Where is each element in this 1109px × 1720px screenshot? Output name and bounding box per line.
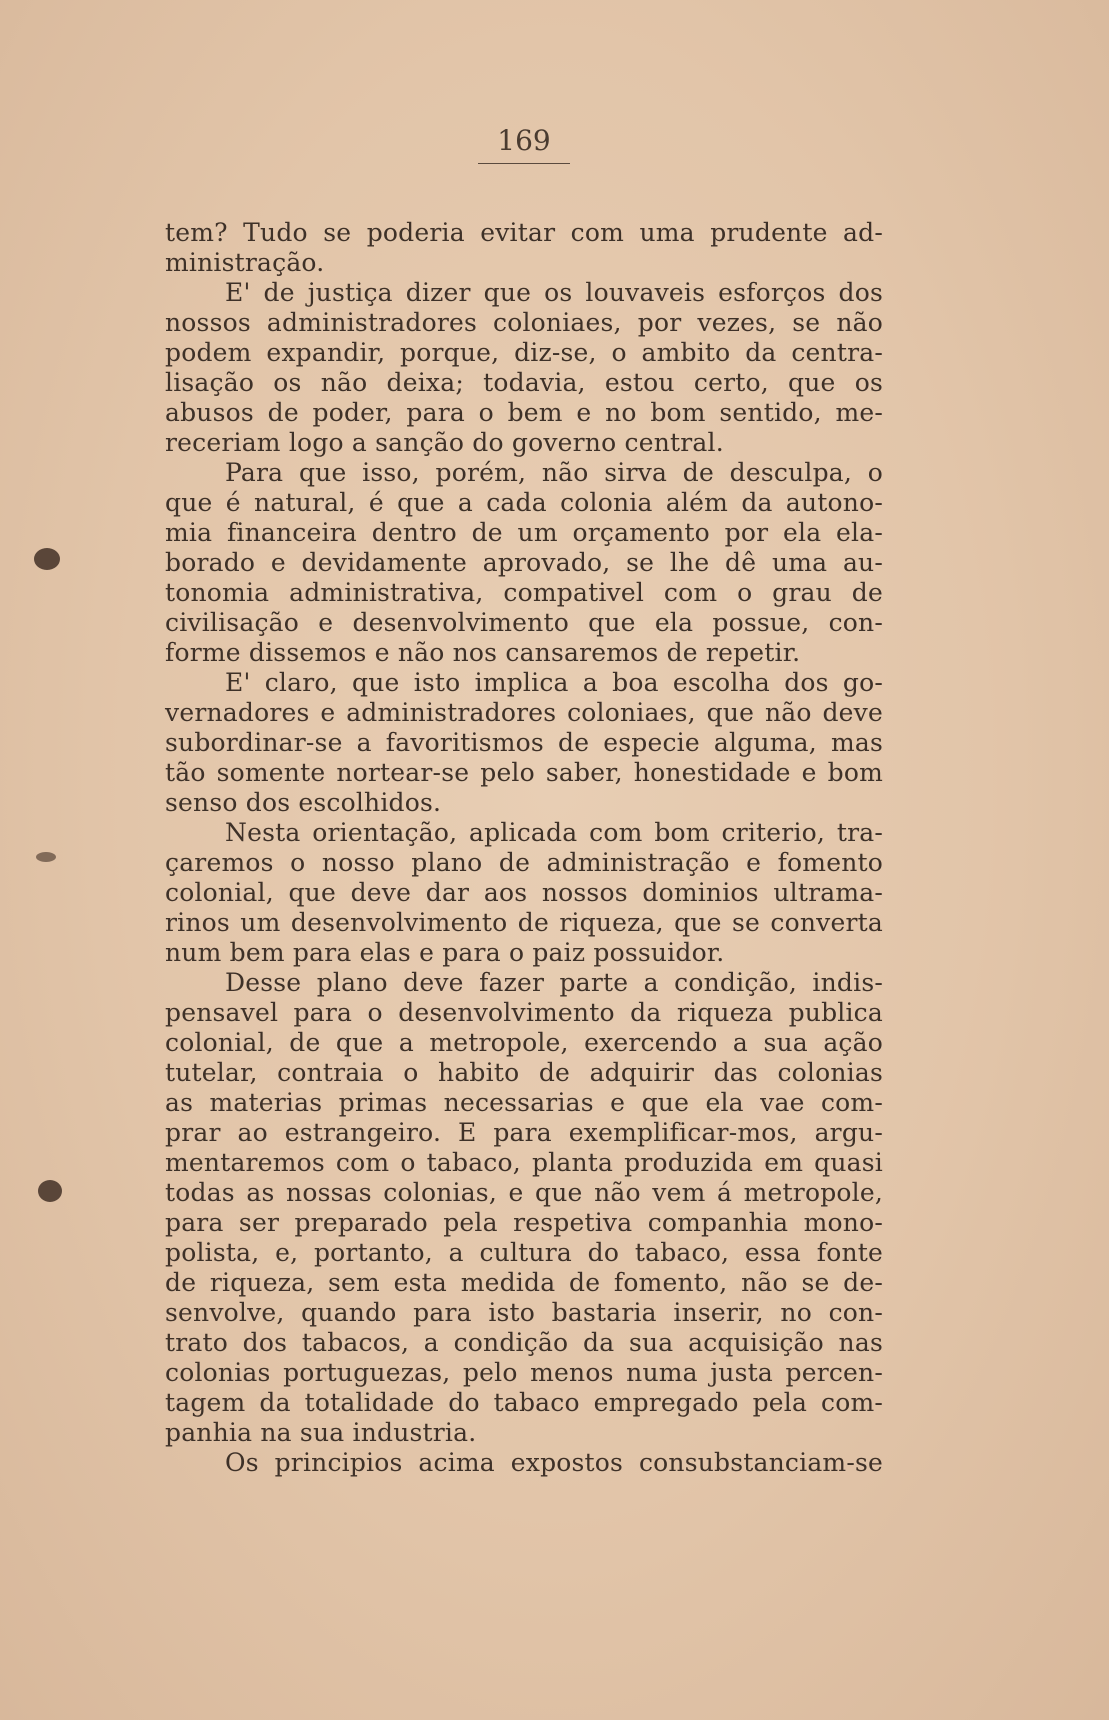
text-line: Os principios acima expostos consubstanciam-se [225, 1448, 883, 1477]
text-line: Para que isso, porém, não sirva de desculpa, o [225, 458, 883, 487]
text-line: E' claro, que isto implica a boa escolha dos go- [225, 668, 883, 697]
text-line: borado e devidamente aprovado, se lhe dê uma au- [165, 548, 883, 577]
text-line: çaremos o nosso plano de administração e fomento [165, 848, 883, 877]
text-line: Nesta orientação, aplicada com bom criterio, tra- [225, 818, 883, 847]
binding-hole-mark-bottom [38, 1180, 62, 1202]
text-line: receriam logo a sanção do governo central. [165, 428, 724, 457]
text-line: tutelar, contraia o habito de adquirir das colonias [165, 1058, 883, 1087]
body-text [165, 218, 883, 1478]
text-line: podem expandir, porque, diz-se, o ambito da centra- [165, 338, 883, 367]
text-line: para ser preparado pela respetiva companhia mono- [165, 1208, 883, 1237]
text-line: E' de justiça dizer que os louvaveis esforços dos [225, 278, 883, 307]
text-line: vernadores e administradores coloniaes, que não deve [165, 698, 883, 727]
text-line: tem? Tudo se poderia evitar com uma prudente ad- [165, 218, 883, 247]
text-line: de riqueza, sem esta medida de fomento, não se de- [165, 1268, 883, 1297]
text-line: pensavel para o desenvolvimento da riqueza publica [165, 998, 883, 1027]
text-line: tão somente nortear-se pelo saber, honestidade e bom [165, 758, 883, 787]
text-line: abusos de poder, para o bem e no bom sentido, me- [165, 398, 883, 427]
text-line: tonomia administrativa, compativel com o grau de [165, 578, 883, 607]
text-line: prar ao estrangeiro. E para exemplificar-mos, argu- [165, 1118, 883, 1147]
text-line: que é natural, é que a cada colonia além da autono- [165, 488, 883, 517]
text-line: num bem para elas e para o paiz possuidor. [165, 938, 725, 967]
text-line: senvolve, quando para isto bastaria inserir, no con- [165, 1298, 883, 1327]
text-line: forme dissemos e não nos cansaremos de repetir. [165, 638, 801, 667]
text-line: trato dos tabacos, a condição da sua acquisição nas [165, 1328, 883, 1357]
text-line: tagem da totalidade do tabaco empregado pela com- [165, 1388, 883, 1417]
text-line: todas as nossas colonias, e que não vem á metropole, [165, 1178, 883, 1207]
text-line: ministração. [165, 248, 325, 277]
text-line: rinos um desenvolvimento de riqueza, que se converta [165, 908, 883, 937]
text-line: colonial, que deve dar aos nossos dominios ultrama- [165, 878, 883, 907]
text-line: colonial, de que a metropole, exercendo a sua ação [165, 1028, 883, 1057]
text-line: civilisação e desenvolvimento que ela possue, con- [165, 608, 883, 637]
page-number: 169 [478, 124, 570, 164]
text-line: mia financeira dentro de um orçamento por ela ela- [165, 518, 883, 547]
text-line: senso dos escolhidos. [165, 788, 442, 817]
binding-hole-mark-middle [36, 852, 56, 862]
binding-hole-mark-top [34, 548, 60, 570]
text-line: colonias portuguezas, pelo menos numa justa percen- [165, 1358, 883, 1387]
text-line: as materias primas necessarias e que ela vae com- [165, 1088, 883, 1117]
text-line: Desse plano deve fazer parte a condição, indis- [225, 968, 883, 997]
text-line: mentaremos com o tabaco, planta produzida em quasi [165, 1148, 883, 1177]
text-line: polista, e, portanto, a cultura do tabaco, essa fonte [165, 1238, 883, 1267]
text-line: lisação os não deixa; todavia, estou certo, que os [165, 368, 883, 397]
text-line: subordinar-se a favoritismos de especie alguma, mas [165, 728, 883, 757]
text-line: panhia na sua industria. [165, 1418, 477, 1447]
text-line: nossos administradores coloniaes, por vezes, se não [165, 308, 883, 337]
